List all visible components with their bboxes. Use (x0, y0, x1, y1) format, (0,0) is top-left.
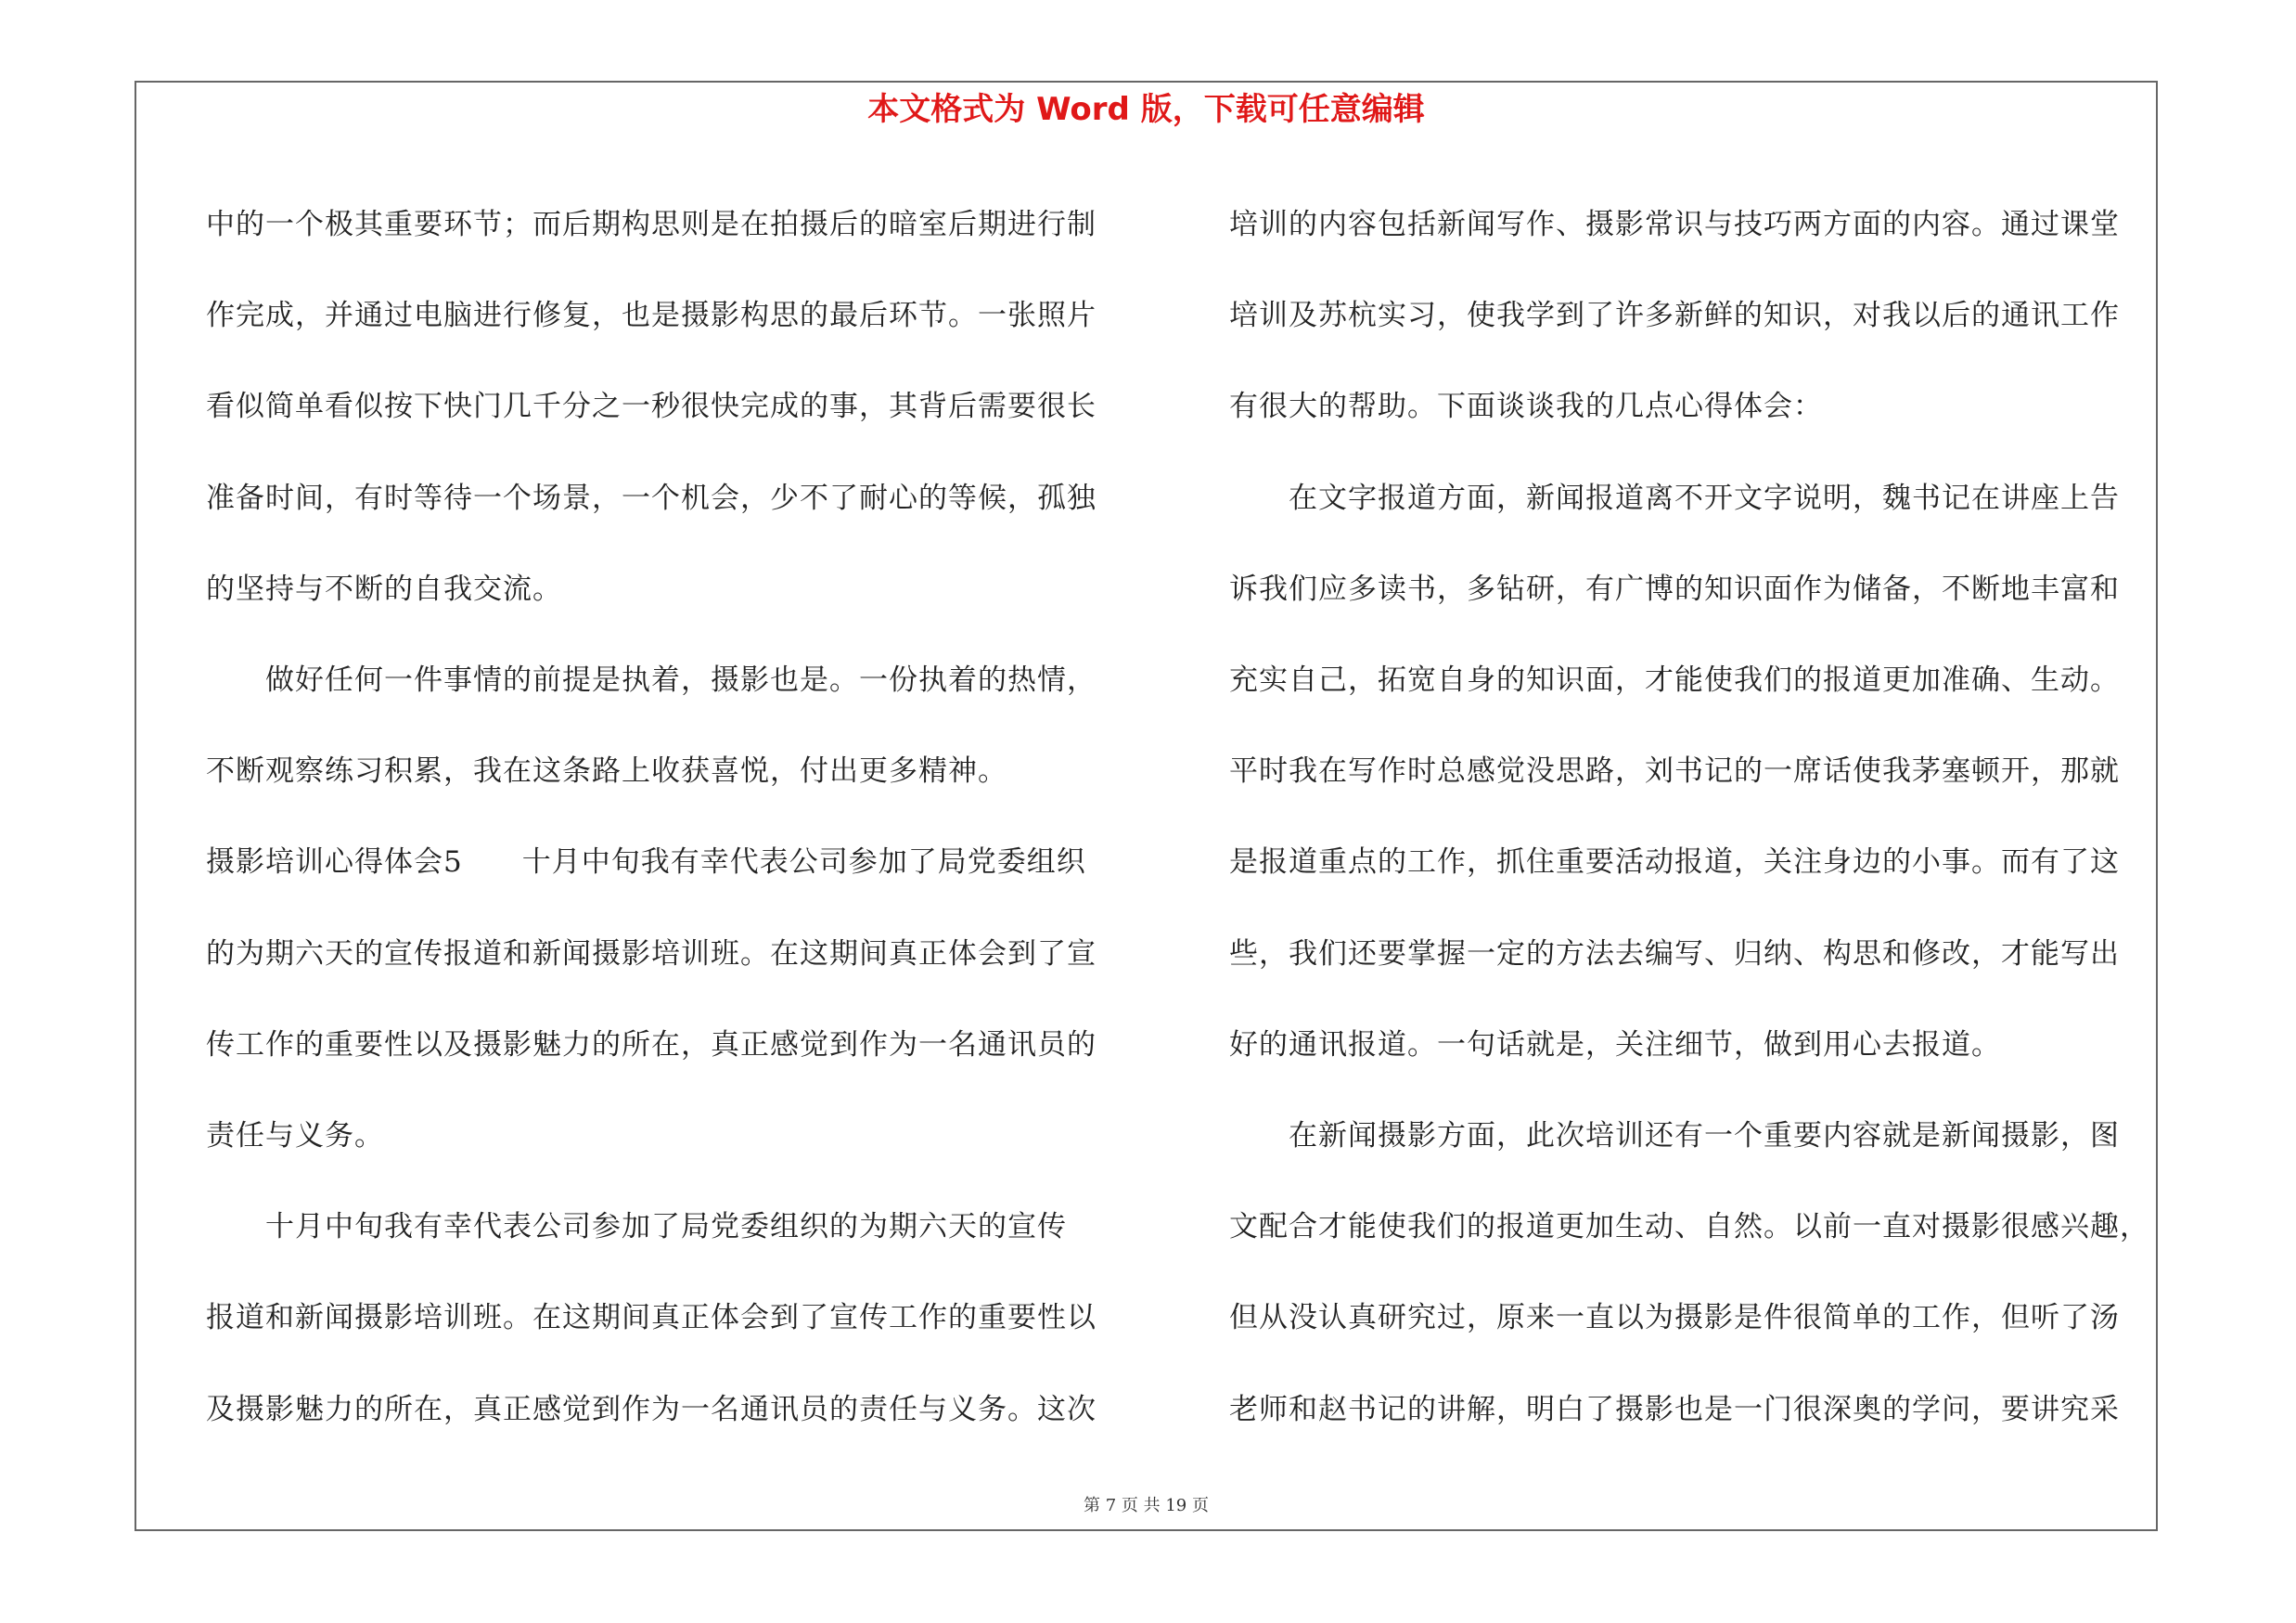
text-line: 看似简单看似按下快门几千分之一秒很快完成的事，其背后需要很长 (206, 390, 1097, 424)
text-line: 中的一个极其重要环节；而后期构思则是在拍摄后的暗室后期进行制 (206, 208, 1097, 241)
text-line: 但从没认真研究过，原来一直以为摄影是件很简单的工作，但听了汤 (1229, 1301, 2120, 1335)
text-line: 平时我在写作时总感觉没思路，刘书记的一席话使我茅塞顿开，那就 (1229, 754, 2120, 789)
text-line: 责任与义务。 (206, 1119, 384, 1153)
text-line: 培训的内容包括新闻写作、摄影常识与技巧两方面的内容。通过课堂 (1229, 208, 2120, 241)
text-line: 报道和新闻摄影培训班。在这期间真正体会到了宣传工作的重要性以 (206, 1301, 1097, 1335)
text-line: 的为期六天的宣传报道和新闻摄影培训班。在这期间真正体会到了宣 (206, 936, 1097, 971)
text-line: 做好任何一件事情的前提是执着，摄影也是。一份执着的热情， (206, 663, 1097, 698)
text-line: 老师和赵书记的讲解，明白了摄影也是一门很深奥的学问，要讲究采 (1229, 1392, 2120, 1426)
page-number-footer: 第 7 页 共 19 页 (1084, 1496, 1209, 1515)
text-line: 作完成，并通过电脑进行修复，也是摄影构思的最后环节。一张照片 (206, 299, 1097, 333)
text-line: 的坚持与不断的自我交流。 (206, 572, 562, 606)
text-line: 准备时间，有时等待一个场景，一个机会，少不了耐心的等候，孤独 (206, 481, 1097, 515)
left-text-column (206, 179, 1127, 1455)
text-line: 好的通讯报道。一句话就是，关注细节，做到用心去报道。 (1229, 1027, 2001, 1062)
text-line: 及摄影魅力的所在，真正感觉到作为一名通讯员的责任与义务。这次 (206, 1392, 1097, 1426)
right-text-column (1229, 179, 2150, 1455)
text-line: 培训及苏杭实习，使我学到了许多新鲜的知识，对我以后的通讯工作 (1229, 299, 2120, 333)
text-line: 些，我们还要掌握一定的方法去编写、归纳、构思和修改，才能写出 (1229, 936, 2120, 971)
text-line: 文配合才能使我们的报道更加生动、自然。以前一直对摄影很感兴趣， (1229, 1210, 2149, 1244)
text-line: 传工作的重要性以及摄影魅力的所在，真正感觉到作为一名通讯员的 (206, 1027, 1097, 1062)
section-heading-line: 摄影培训心得体会5 十月中旬我有幸代表公司参加了局党委组织 (206, 845, 1086, 880)
text-line: 诉我们应多读书，多钻研，有广博的知识面作为储备，不断地丰富和 (1229, 572, 2120, 606)
text-line: 有很大的帮助。下面谈谈我的几点心得体会： (1229, 390, 1823, 424)
format-notice-banner: 本文格式为 Word 版，下载可任意编辑 (867, 91, 1425, 128)
text-line: 在文字报道方面，新闻报道离不开文字说明，魏书记在讲座上告 (1229, 481, 2120, 515)
text-line: 是报道重点的工作，抓住重要活动报道，关注身边的小事。而有了这 (1229, 845, 2120, 880)
text-line: 在新闻摄影方面，此次培训还有一个重要内容就是新闻摄影，图 (1229, 1119, 2120, 1153)
text-line: 十月中旬我有幸代表公司参加了局党委组织的为期六天的宣传 (206, 1210, 1067, 1244)
text-line: 充实自己，拓宽自身的知识面，才能使我们的报道更加准确、生动。 (1229, 663, 2120, 698)
text-line: 不断观察练习积累，我在这条路上收获喜悦，付出更多精神。 (206, 754, 1007, 789)
